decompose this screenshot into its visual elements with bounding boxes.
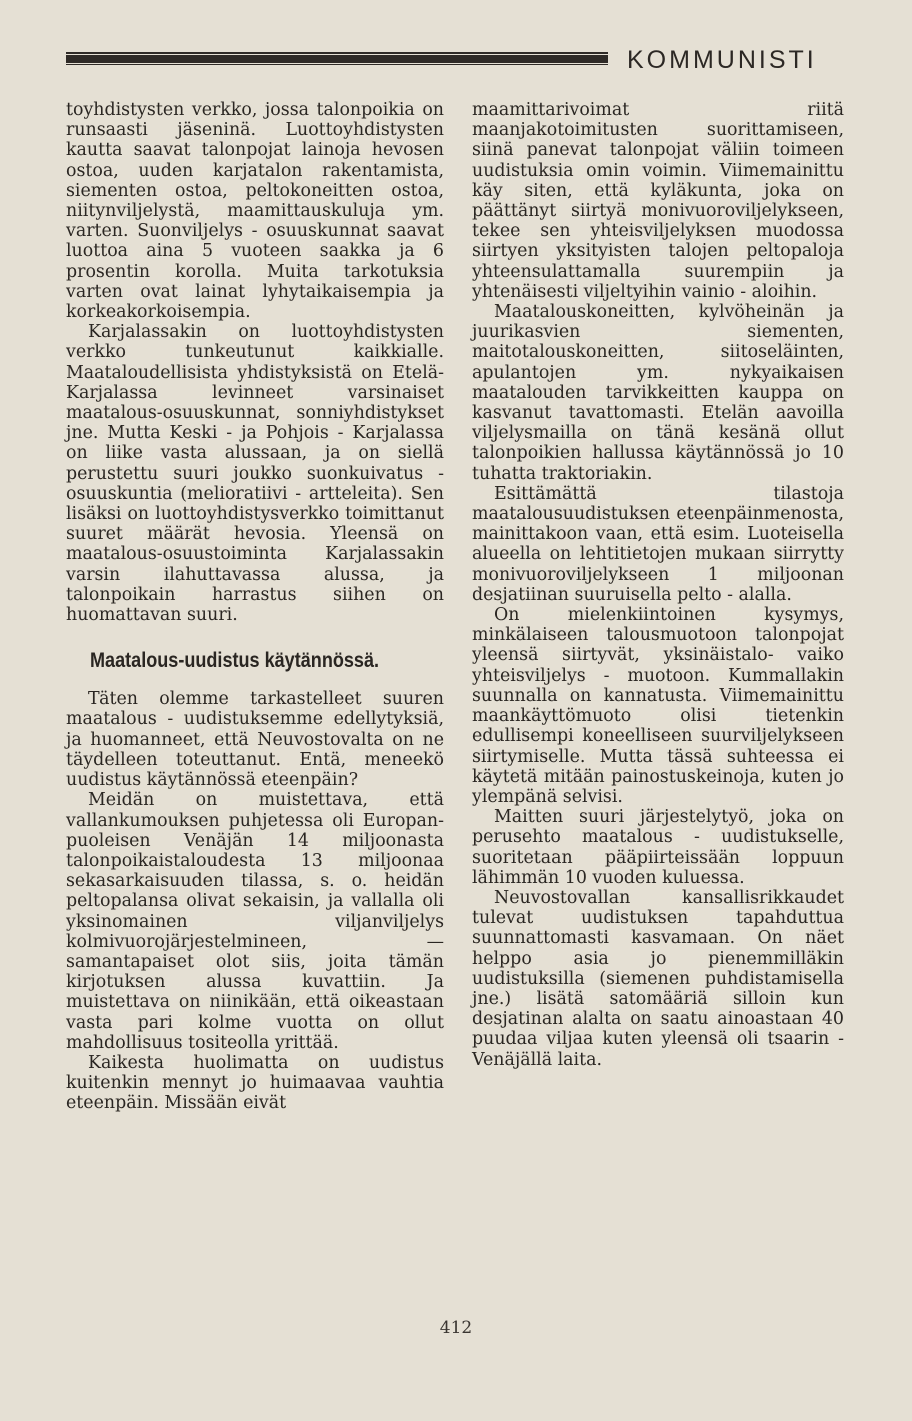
right-paragraph-3: Esittämättä tilastoja maatalousuudistuksen eteenpäinmenosta, mainittakoon vaan, että esim. Luoteisella alueella on lehtitietojen mukaan siirrytty monivuoroviljelykseen 1 miljoonan desjatiinan suuruisella pelto - alalla. [472, 483, 844, 605]
left-paragraph-2: Karjalassakin on luottoyhdistysten verkko tunkeutunut kaikkialle. Maataloudellisista yhdistyksistä on Etelä-Karjalassa levinneet varsinaiset maatalous-osuuskunnat, sonniyhdistykset jne. Mutta Keski - ja Pohjois - Karjalassa on liike vasta alussaan, ja on siellä perustettu suuri joukko suonkuivatus - osuuskuntia (melioratiivi - artteleita). Sen lisäksi on luottoyhdistysverkko toimittanut suuret määrät hevosia. Yleensä on maatalous-osuustoiminta Karjalassakin varsin ilahuttavassa alussa, ja talonpoikain harrastus siihen on huomattavan suuri. [66, 322, 444, 626]
right-paragraph-6: Neuvostovallan kansallisrikkaudet tulevat uudistuksen tapahduttua suunnattomasti kasvamaan. On näet helppo asia jo pienemmilläkin uudistuksilla (siemenen puhdistamisella jne.) lisätä satomääriä silloin kun desjatinan alalta on saatu ainoastaan 40 puudaa viljaa kuten yleensä oli tsaarin - Venäjällä laita. [472, 887, 844, 1070]
left-paragraph-4: Meidän on muistettava, että vallankumouksen puhjetessa oli Europan-puoleisen Venäjän 14 miljoonasta talonpoikaistaloudesta 13 miljoonaa sekasarkaisuuden tilassa, s. o. heidän peltopalansa olivat sekaisin, ja vallalla oli yksinomainen viljanviljelys kolmivuorojärjestelmineen, — samantapaiset olot siis, joita tämän kirjotuksen alussa kuvattiin. Ja muistettava on niinikään, että oikeastaan vasta pari kolme vuotta on ollut mahdollisuus tositeolla yrittää. [66, 790, 444, 1053]
right-paragraph-4: On mielenkiintoinen kysymys, minkälaiseen talousmuotoon talonpojat yleensä siirtyvät, yksinäistalo- vaiko yhteisviljelys - muotoon. Kummallakin suunnalla on kannatusta. Viimemainittu maankäyttömuoto olisi tietenkin edullisempi koneelliseen suurviljelykseen siirtymiselle. Mutta tässä suhteessa ei käytetä mitään painostuskeinoja, kuten jo ylempänä selvisi. [472, 605, 844, 807]
right-paragraph-2: Maatalouskoneitten, kylvöheinän ja juurikasvien siementen, maitotalouskoneitten, siitoseläinten, apulantojen ym. nykyaikaisen maatalouden tarvikkeitten kauppa on kasvanut tavattomasti. Etelän aavoilla viljelysmailla on tänä kesänä ollut talonpoikien hallussa käytännössä jo 10 tuhatta traktoriakin. [472, 302, 844, 484]
page-number: 412 [439, 1318, 473, 1338]
left-paragraph-3: Täten olemme tarkastelleet suuren maatalous - uudistuksemme edellytyksiä, ja huomanneet, että Neuvostovalta on ne täydelleen toteuttanut. Entä, meneekö uudistus käytännössä eteenpäin? [66, 689, 444, 791]
right-column [472, 100, 844, 1070]
header-rule [66, 52, 608, 65]
running-head: KOMMUNISTI [627, 46, 817, 74]
left-paragraph-5: Kaikesta huolimatta on uudistus kuitenkin mennyt jo huimaavaa vauhtia eteenpäin. Missään eivät [66, 1052, 444, 1114]
section-heading: Maatalous-uudistus käytännössä. [90, 649, 380, 673]
left-paragraph-1: toyhdistysten verkko, jossa talonpoikia on runsaasti jäseninä. Luottoyhdistysten kautta saavat talonpojat lainoja hevosen ostoa, uuden karjatalon rakentamista, siementen ostoa, peltokoneitten ostoa, niitynviljelystä, maamittauskuluja ym. varten. Suonviljelys - osuuskunnat saavat luottoa aina 5 vuoteen saakka ja 6 prosentin korolla. Muita tarkotuksia varten ovat lainat lyhytaikaisempia ja korkeakorkoisempia. [66, 100, 444, 323]
left-column [66, 100, 444, 1114]
right-paragraph-1: maamittarivoimat riitä maanjakotoimitusten suorittamiseen, siinä panevat talonpojat väliin toimeen uudistuksia omin voimin. Viimemainittu käy siten, että kyläkunta, joka on päättänyt siirtyä monivuoroviljelykseen, tekee sen yhteisviljelyksen muodossa siirtyen yksityisten talojen peltopaloja yhteensulattamalla suurempiin ja yhtenäisesti viljeltyihin vainio - aloihin. [472, 100, 844, 302]
right-paragraph-5: Maitten suuri järjestelytyö, joka on perusehto maatalous - uudistukselle, suoritetaan pääpiirteissään loppuun lähimmän 10 vuoden kuluessa. [472, 807, 844, 888]
